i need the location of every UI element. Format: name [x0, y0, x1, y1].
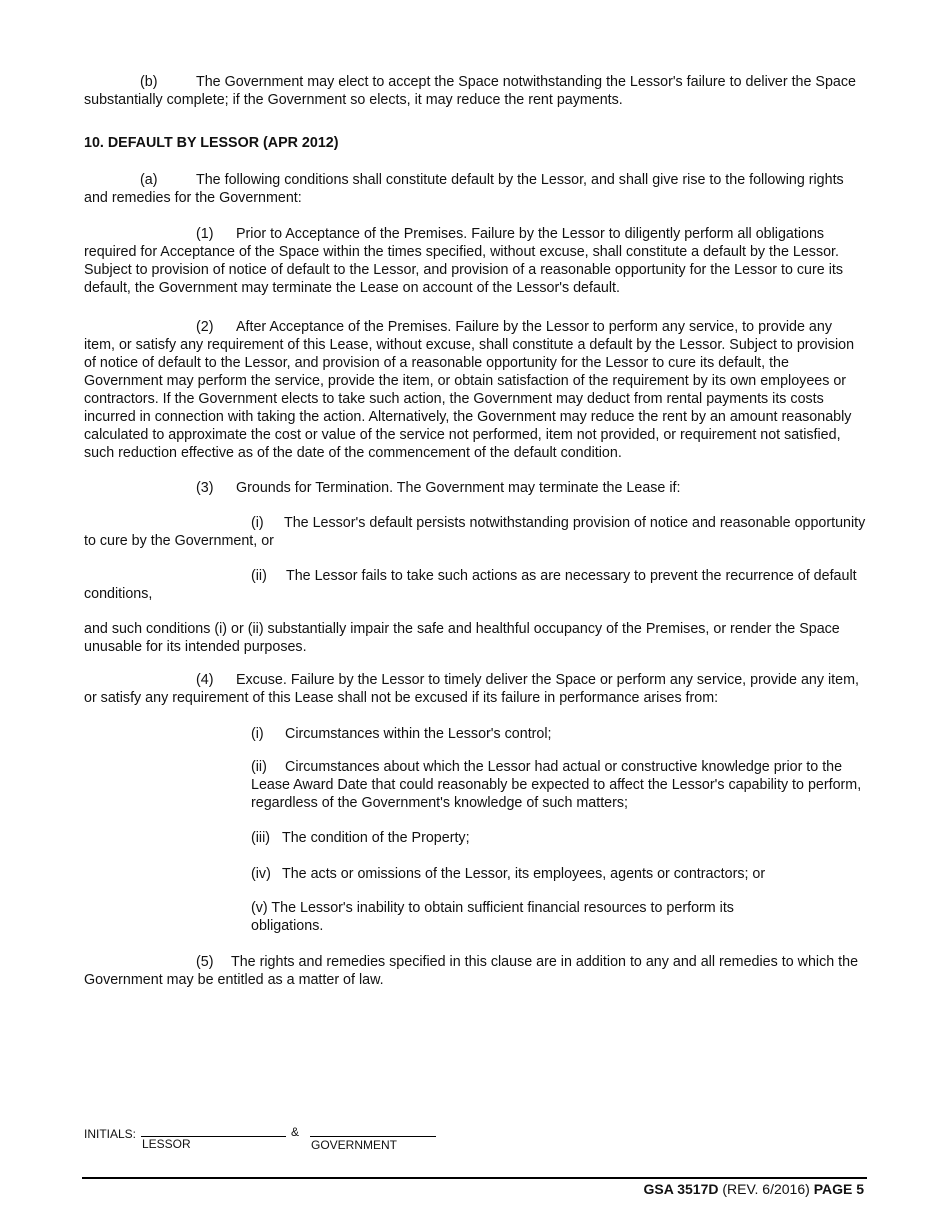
- document-page: [84, 73, 866, 989]
- excuse-item-iii-text: The condition of the Property;: [282, 830, 470, 846]
- paragraph-b: [84, 73, 866, 109]
- form-identifier: [644, 1181, 865, 1197]
- excuse-item-iv-text: The acts or omissions of the Lessor, its employees, agents or contractors; or: [282, 866, 766, 882]
- paragraph-a: [84, 171, 866, 207]
- section-heading: 10. DEFAULT BY LESSOR (APR 2012): [84, 135, 339, 151]
- excuse-item-i-text: Circumstances within the Lessor's control;: [285, 726, 552, 742]
- excuse-item-ii-text: Circumstances about which the Lessor had actual or constructive knowledge prior to the Lease Award Date that could reasonably be expected to affect the Lessor's capability to perform, regardless of the Government's knowledge of such matters;: [251, 759, 862, 811]
- excuse-item-v: [251, 899, 791, 935]
- paragraph-1: [84, 225, 866, 297]
- excuse-item-ii: [251, 758, 866, 812]
- paragraph-4-text: Excuse. Failure by the Lessor to timely deliver the Space or perform any service, provide any item, or satisfy any requirement of this Lease shall not be excused if its failure in performance arises from:: [84, 672, 859, 706]
- excuse-item-i: [251, 725, 866, 743]
- paragraph-3-ii-text: The Lessor fails to take such actions as are necessary to prevent the recurrence of default conditions,: [84, 568, 857, 602]
- paragraph-3-text: Grounds for Termination. The Government may terminate the Lease if:: [236, 480, 681, 496]
- ampersand: &: [291, 1125, 300, 1139]
- excuse-list: [251, 725, 866, 935]
- excuse-item-iv: [251, 865, 866, 883]
- excuse-item-v-text: The Lessor's inability to obtain sufficient financial resources to perform its obligations.: [251, 900, 734, 934]
- initials-label: INITIALS:: [84, 1127, 137, 1141]
- paragraph-3-ii-label: (ii): [251, 568, 267, 584]
- paragraph-a-label: (a): [140, 172, 158, 188]
- paragraph-3-continuation: and such conditions (i) or (ii) substantially impair the safe and healthful occupancy of the Premises, or render the Space unusable for its intended purposes.: [84, 621, 840, 655]
- paragraph-1-text: Prior to Acceptance of the Premises. Failure by the Lessor to diligently perform all obligations required for Acceptance of the Space within the times specified, without excuse, shall constitute a default by the Lessor. Subject to provision of notice of default to the Lessor, and provision of a reasonable opportunity for the Lessor to cure its default, the Government may terminate the Lease on account of the Lessor's default.: [84, 226, 843, 296]
- excuse-item-iii-label: (iii): [251, 830, 271, 846]
- paragraph-5: [84, 953, 866, 989]
- paragraph-3-ii: [84, 567, 866, 603]
- paragraph-5-text: The rights and remedies specified in this clause are in addition to any and all remedies to which the Government may be entitled as a matter of law.: [84, 954, 859, 988]
- paragraph-2-label: (2): [196, 319, 214, 335]
- paragraph-1-label: (1): [196, 226, 214, 242]
- initials-block: [84, 1124, 484, 1154]
- paragraph-4: [84, 671, 866, 707]
- excuse-item-ii-label: (ii): [251, 759, 267, 775]
- paragraph-2: [84, 318, 866, 462]
- paragraph-3-i-text: The Lessor's default persists notwithstanding provision of notice and reasonable opportunity to cure by the Government, or: [84, 515, 866, 549]
- paragraph-5-label: (5): [196, 954, 214, 970]
- paragraph-b-text: The Government may elect to accept the Space notwithstanding the Lessor's failure to deliver the Space substantially complete; if the Government so elects, it may reduce the rent payments.: [84, 74, 856, 108]
- paragraph-3-i-label: (i): [251, 515, 264, 531]
- paragraph-a-text: The following conditions shall constitute default by the Lessor, and shall give rise to the following rights and remedies for the Government:: [84, 172, 844, 206]
- excuse-item-v-label: (v): [251, 900, 268, 916]
- excuse-item-i-label: (i): [251, 726, 264, 742]
- paragraph-3-label: (3): [196, 480, 214, 496]
- form-number: GSA 3517D: [643, 1181, 719, 1197]
- paragraph-4-label: (4): [196, 672, 214, 688]
- footer-rule: [82, 1177, 867, 1179]
- paragraph-2-text: After Acceptance of the Premises. Failure by the Lessor to perform any service, to provide any item, or satisfy any requirement of this Lease, without excuse, shall constitute a default by the Lessor. Subject to provision of notice of default to the Lessor, and provision of a reasonable opportunity for the Lessor to cure its default, the Government may perform the service, provide the item, or obtain satisfaction of the requirement by its own employees or contractors. If the Government elects to take such action, the Government may deduct from rental payments its costs incurred in connection with taking the action. Alternatively, the Government may reduce the rent by an amount reasonably calculated to approximate the cost or value of the service not performed, item not provided, or requirement not satisfied, such reduction effective as of the date of the commencement of the default condition.: [84, 319, 855, 461]
- lessor-label: LESSOR: [142, 1137, 191, 1151]
- excuse-item-iv-label: (iv): [251, 866, 271, 882]
- government-label: GOVERNMENT: [311, 1138, 398, 1152]
- paragraph-3-i: [84, 514, 866, 550]
- excuse-item-iii: [251, 829, 866, 847]
- page-number: PAGE 5: [813, 1181, 864, 1197]
- paragraph-3: [84, 479, 866, 497]
- form-revision: (REV. 6/2016): [722, 1181, 810, 1197]
- paragraph-b-label: (b): [140, 74, 158, 90]
- government-initials-line: [310, 1136, 436, 1137]
